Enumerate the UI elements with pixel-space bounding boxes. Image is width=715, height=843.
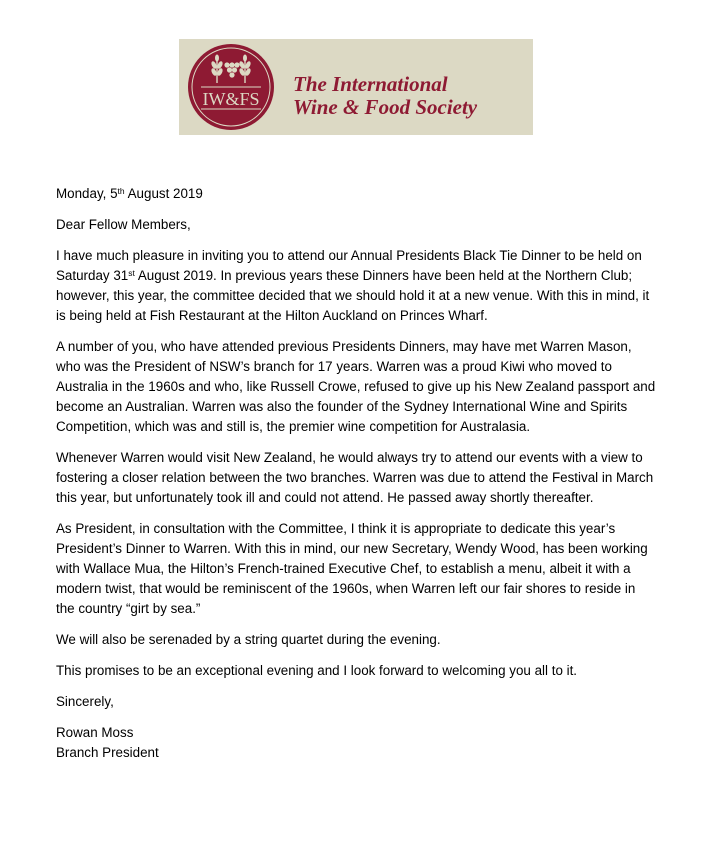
society-logo: [179, 39, 533, 135]
invitation-text-a: I have much pleasure in inviting you to attend our Annual Presidents Black Tie Dinner to be held on Saturday 31: [56, 248, 642, 283]
date-ordinal: th: [117, 186, 125, 196]
salutation: Dear Fellow Members,: [56, 217, 191, 232]
letter-body: [56, 184, 656, 763]
paragraph-quartet: We will also be serenaded by a string quartet during the evening.: [56, 632, 441, 647]
logo-wordmark: [293, 73, 533, 119]
paragraph-closing-remark: This promises to be an exceptional evening and I look forward to welcoming you all to it.: [56, 663, 578, 678]
logo-emblem-text: IW&FS: [202, 89, 260, 109]
wheat-and-grapes-icon: [187, 43, 275, 131]
paragraph-invitation: [56, 246, 656, 326]
invitation-text-b: August 2019. In previous years these Dinners have been held at the Northern Club; however, this year, the committee decided that we should hold it at a new venue. With this in mind, it is being held at Fish Restaurant at the Hilton Auckland on Princes Wharf.: [56, 268, 650, 323]
signer-title: Branch President: [56, 745, 159, 760]
closing: Sincerely,: [56, 694, 114, 709]
letter-date: [56, 184, 656, 204]
date-text: Monday, 5: [56, 186, 118, 201]
signer-name: Rowan Moss: [56, 725, 134, 740]
logo-line-1: The International: [293, 72, 448, 96]
paragraph-dedication: As President, in consultation with the Committee, I think it is appropriate to dedicate this year’s President’s Dinner to Warren. With this in mind, our new Secretary, Wendy Wood, has been working with Wallace Mua, the Hilton’s French-trained Executive Chef, to establish a menu, albeit it with a modern twist, that would be reminiscent of the 1960s, when Warren left our fair shores to reside in the country “girt by sea.”: [56, 521, 648, 616]
logo-line-2: Wine & Food Society: [293, 95, 478, 119]
date-month-year: August 2019: [124, 186, 203, 201]
paragraph-warren-mason: A number of you, who have attended previous Presidents Dinners, may have met Warren Mason, who was the President of NSW’s branch for 17 years. Warren was a proud Kiwi who moved to Australia in the 1960s and who, like Russell Crowe, refused to give up his New Zealand passport and become an Australian. Warren was also the founder of the Sydney International Wine and Spirits Competition, which was and still is, the premier wine competition for Australasia.: [56, 339, 656, 434]
invitation-ordinal: st: [128, 268, 135, 278]
signature-block: [56, 723, 656, 763]
paragraph-visits: Whenever Warren would visit New Zealand, he would always try to attend our events with a view to fostering a closer relation between the two branches. Warren was due to attend the Festival in March this year, but unfortunately took ill and could not attend. He passed away shortly thereafter.: [56, 450, 654, 505]
